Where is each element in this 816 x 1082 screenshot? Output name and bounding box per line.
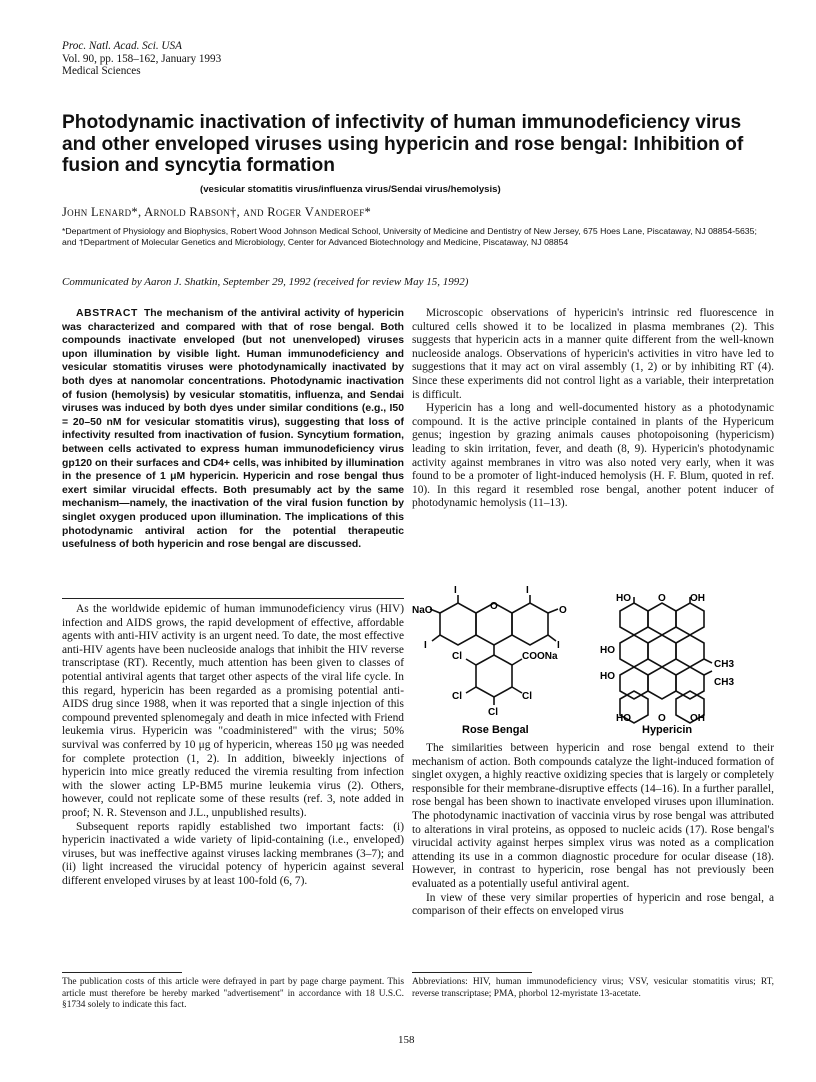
paragraph: In view of these very similar properties of hypericin and rose bengal, a comparison of their effects on enveloped virus xyxy=(412,891,774,918)
right-body-top xyxy=(412,307,774,511)
footnote-divider-left xyxy=(62,972,182,973)
atom-label: I xyxy=(526,585,529,596)
authors: John Lenard*, Arnold Rabson†, and Roger Vanderoef* xyxy=(62,205,372,219)
footnote-abbreviations: Abbreviations: HIV, human immunodeficiency virus; VSV, vesicular stomatitis virus; RT, reverse transcriptase; PMA, phorbol 12-myristate 13-acetate. xyxy=(412,977,774,999)
atom-label: I xyxy=(454,585,457,596)
right-body-bottom xyxy=(412,742,774,919)
abstract xyxy=(62,307,404,552)
footnote-publication-costs: The publication costs of this article were defrayed in part by page charge payment. This article must therefore be hereby marked "advertisement" in accordance with 18 U.S.C. §1734 solely to indicate this fact. xyxy=(62,977,404,1011)
rose-bengal-atoms xyxy=(412,585,567,718)
paragraph: Hypericin has a long and well-documented history as a photodynamic compound. It is the active principle contained in plants of the Hypericum genus; ingestion by grazing animals causes photopoisoning (hypericism) leading to skin irritation, fever, and death (8, 9). Hypericin's photodynamic activity against membranes in vitro was also noted very early, when it was found to be a promoter of light-induced hemolysis (H. F. Blum, quoted in ref. 10). In this regard it resembled rose bengal, another potent inducer of photodynamic hemolysis (11–13). xyxy=(412,402,774,510)
hypericin-caption: Hypericin xyxy=(642,724,693,736)
journal-name: Proc. Natl. Acad. Sci. USA xyxy=(62,40,182,52)
abstract-text: The mechanism of the antiviral activity of hypericin was characterized and compared with that of rose bengal. Both compounds inactivate enveloped (but not unenveloped) viruses upon illumination by visible light. Human immunodeficiency and vesicular stomatitis viruses were photodynamically inactivated by both dyes at nanomolar concentrations. Photodynamic inactivation of fusion (hemolysis) by vesicular stomatitis, influenza, and Sendai viruses was induced by both dyes under similar conditions (e.g., I50 = 20–50 nM for vesicular stomatitis virus), suggesting that loss of infectivity resulted from inactivation of fusion. Syncytium formation, between cells activated to express human immunodeficiency virus gp120 on their surfaces and CD4+ cells, was inhibited by illumination in the presence of 1 μM hypericin. Hypericin and rose bengal thus exert similar virucidal effects. Both presumably act by the same mechanism—namely, the inactivation of the viral fusion function by singlet oxygen produced upon illumination. The implications of this photodynamic antiviral action for the potential therapeutic usefulness of both hypericin and rose bengal are discussed. xyxy=(62,308,404,551)
chemical-structures-figure xyxy=(412,585,774,738)
atom-label: O xyxy=(490,601,498,612)
atom-label: OH xyxy=(690,593,705,604)
atom-label: OH xyxy=(690,713,705,724)
atom-label: I xyxy=(557,640,560,651)
atom-label: COONa xyxy=(522,651,558,662)
hypericin-structure xyxy=(620,597,712,723)
rose-bengal-caption: Rose Bengal xyxy=(462,724,529,736)
atom-label: HO xyxy=(616,593,631,604)
paragraph: Microscopic observations of hypericin's intrinsic red fluorescence in cultured cells showed it to be localized in plasma membranes (2). This suggests that hypericin acts in a manner quite different from the well-known nucleoside analogs. Observations of hypericin's activities in vitro have led to suggestions that it may act on viral assembly (1, 2) or by inhibiting RT (4). Since these experiments did not control light as a variable, their interpretation is difficult. xyxy=(412,307,774,401)
abstract-divider xyxy=(62,598,404,599)
abstract-label: ABSTRACT xyxy=(76,308,138,319)
paragraph: As the worldwide epidemic of human immunodeficiency virus (HIV) infection and AIDS grows, the rapid development of effective, affordable agents with anti-HIV activity is an urgent need. To date, the most effective anti-HIV agents have been nucleoside analogs that inhibit the HIV reverse transcriptase (RT). Recently, much attention has been given to classes of potential antiviral agents that target other aspects of the viral life cycle. In this regard, hypericin has been regarded as a promising potential anti-AIDS drug since 1988, when it was reported that a single injection of this compound prevented splenomegaly and death in mice infected with Friend leukemia virus. Hypericin was "coadministered" with the virus; 50% survival was conferred by 10 μg of hypericin, whereas 150 μg was needed for complete protection (1, 2). In addition, biweekly injections of hypericin into mice greatly reduced the viremia resulting from infection with the slower acting LP-BM5 murine leukemia virus (2). Others, however, could not replicate some of these results (ref. 3, note added in proof; N. R. Stevenson and J.L., unpublished results). xyxy=(62,603,404,819)
affiliations: *Department of Physiology and Biophysics, Robert Wood Johnson Medical School, University of Medicine and Dentistry of New Jersey, 675 Hoes Lane, Piscataway, NJ 08854-5635; and †Department of Molecular Genetics and Microbiology, Center for Advanced Biotechnology and Medicine, Piscataway, NJ 08854 xyxy=(62,226,757,248)
atom-label: CH3 xyxy=(714,659,735,670)
paragraph: Subsequent reports rapidly established two important facts: (i) hypericin inactivated a wide variety of lipid-containing (i.e., enveloped) viruses, but was ineffective against viruses lacking membranes (3–7); and (ii) light increased the virucidal potency of hypericin against several different enveloped viruses by at least 100-fold (6, 7). xyxy=(62,820,404,887)
journal-header xyxy=(62,40,221,78)
atom-label: O xyxy=(658,593,666,604)
atom-label: O xyxy=(559,605,567,616)
atom-label: Cl xyxy=(522,691,532,702)
journal-volume: Vol. 90, pp. 158–162, January 1993 xyxy=(62,52,222,65)
atom-label: Cl xyxy=(452,651,462,662)
atom-label: Cl xyxy=(488,707,498,718)
page-number: 158 xyxy=(398,1034,415,1046)
communicated-by: Communicated by Aaron J. Shatkin, September 29, 1992 (received for review May 15, 1992) xyxy=(62,276,469,288)
footnote-divider-right xyxy=(412,972,532,973)
journal-section: Medical Sciences xyxy=(62,65,141,77)
left-column xyxy=(62,307,404,552)
paper-title: Photodynamic inactivation of infectivity of human immunodeficiency virus and other enveloped viruses using hypericin and rose bengal: Inhibition of fusion and syncytia formation xyxy=(62,112,744,176)
atom-label: CH3 xyxy=(714,677,735,688)
atom-label: HO xyxy=(600,645,615,656)
atom-label: HO xyxy=(616,713,631,724)
atom-label: I xyxy=(424,640,427,651)
atom-label: HO xyxy=(600,671,615,682)
left-body xyxy=(62,603,404,888)
keywords: (vesicular stomatitis virus/influenza virus/Sendai virus/hemolysis) xyxy=(200,184,501,195)
atom-label: O xyxy=(658,713,666,724)
atom-label: NaO xyxy=(412,605,433,616)
atom-label: Cl xyxy=(452,691,462,702)
paragraph: The similarities between hypericin and rose bengal extend to their mechanism of action. Both compounds catalyze the light-induced formation of singlet oxygen, a highly reactive oxidizing species that is largely or completely responsible for their membrane-disruptive effects (14–16). In a further parallel, rose bengal has been shown to inactivate enveloped viruses upon illumination. The photodynamic inactivation of vaccinia virus by rose bengal was attributed to alterations in viral proteins, as opposed to nucleic acids (17). Rose bengal's virucidal activity against herpes simplex virus was noted as a complication attending its use in a common diagnostic procedure for ocular disease (18). However, in contrast to hypericin, rose bengal has not previously been evaluated as a potentially useful antiviral agent. xyxy=(412,742,774,890)
